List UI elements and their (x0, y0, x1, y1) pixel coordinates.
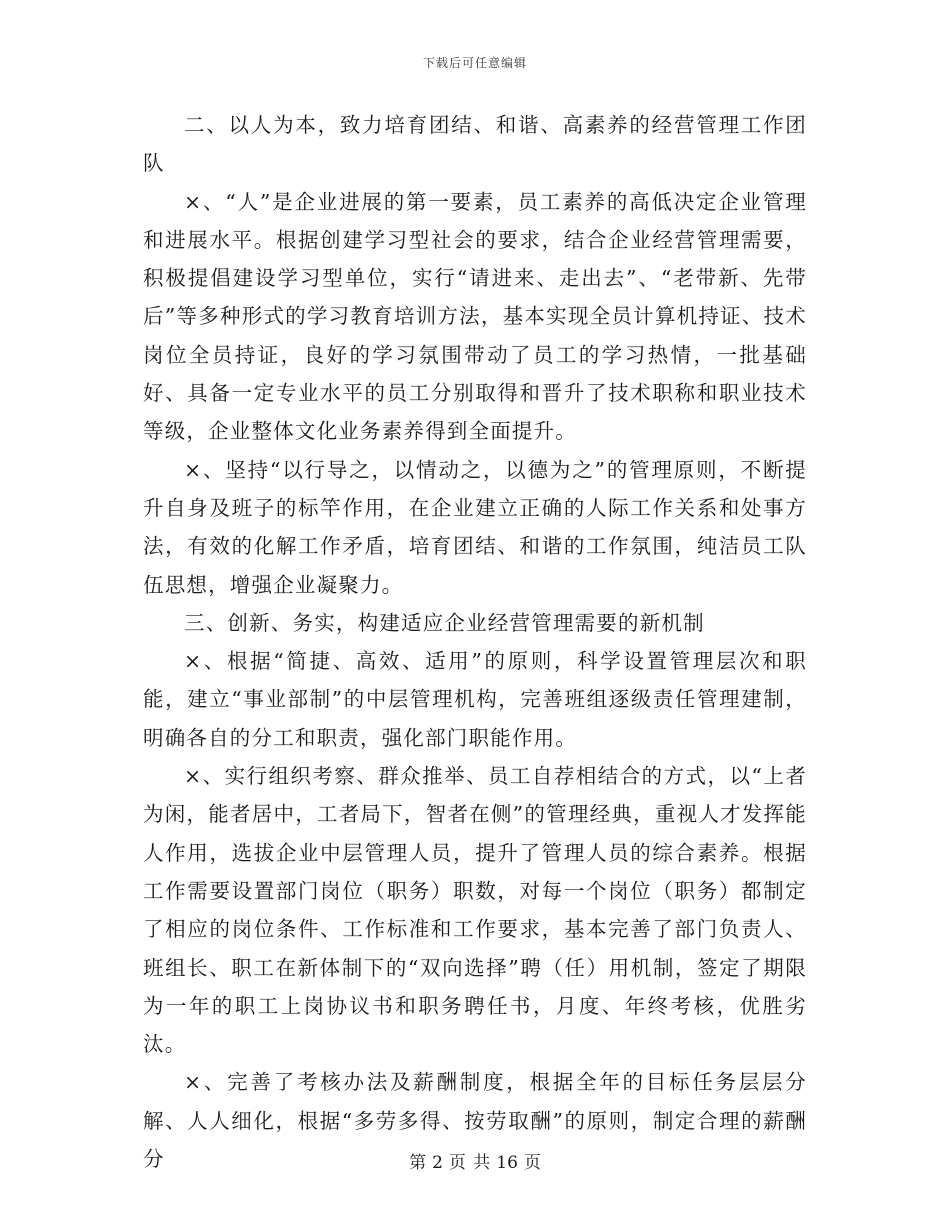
document-body (143, 106, 807, 1178)
current-page-number: 2 (432, 1153, 443, 1173)
footer-prefix: 第 (409, 1153, 427, 1173)
total-page-count: 16 (496, 1153, 518, 1173)
body-paragraph: ×、坚持“以行导之，以情动之，以德为之”的管理原则，不断提升自身及班子的标竿作用，在企业建立正确的人际工作关系和处事方法，有效的化解工作矛盾，培育团结、和谐的工作氛围，纯洁员工队伍思想，增强企业凝聚力。 (143, 457, 807, 597)
body-paragraph: ×、完善了考核办法及薪酬制度，根据全年的目标任务层层分解、人人细化，根据“多劳多得、按劳取酬”的原则，制定合理的薪酬分 (143, 1070, 807, 1172)
body-paragraph: ×、“人”是企业进展的第一要素，员工素养的高低决定企业管理和进展水平。根据创建学习型社会的要求，结合企业经营管理需要，积极提倡建设学习型单位，实行“请进来、走出去”、“老带新、先带后”等多种形式的学习教育培训方法，基本实现全员计算机持证、技术岗位全员持证，良好的学习氛围带动了员工的学习热情，一批基础好、具备一定专业水平的员工分别取得和晋升了技术职称和职业技术等级，企业整体文化业务素养得到全面提升。 (143, 189, 807, 444)
body-paragraph: ×、实行组织考察、群众推举、员工自荐相结合的方式，以“上者为闲，能者居中，工者局下，智者在侧”的管理经典，重视人才发挥能人作用，选拔企业中层管理人员，提升了管理人员的综合素养。根据工作需要设置部门岗位（职务）职数，对每一个岗位（职务）都制定了相应的岗位条件、工作标准和工作要求，基本完善了部门负责人、班组长、职工在新体制下的“双向选择”聘（任）用机制，签定了期限为一年的职工上岗协议书和职务聘任书，月度、年终考核，优胜劣汰。 (143, 764, 807, 1057)
section-heading-3: 三、创新、务实，构建适应企业经营管理需要的新机制 (184, 610, 705, 635)
page-footer (0, 1148, 950, 1173)
footer-middle: 页 共 (448, 1153, 491, 1173)
page-header: 下载后可任意编辑 (422, 56, 527, 70)
body-paragraph: ×、根据“简捷、高效、适用”的原则，科学设置管理层次和职能，建立“事业部制”的中层管理机构，完善班组逐级责任管理建制，明确各自的分工和职责，强化部门职能作用。 (143, 649, 807, 750)
section-heading-2: 二、以人为本，致力培育团结、和谐、高素养的经营管理工作团队 (143, 113, 807, 176)
footer-suffix: 页 (523, 1153, 541, 1173)
